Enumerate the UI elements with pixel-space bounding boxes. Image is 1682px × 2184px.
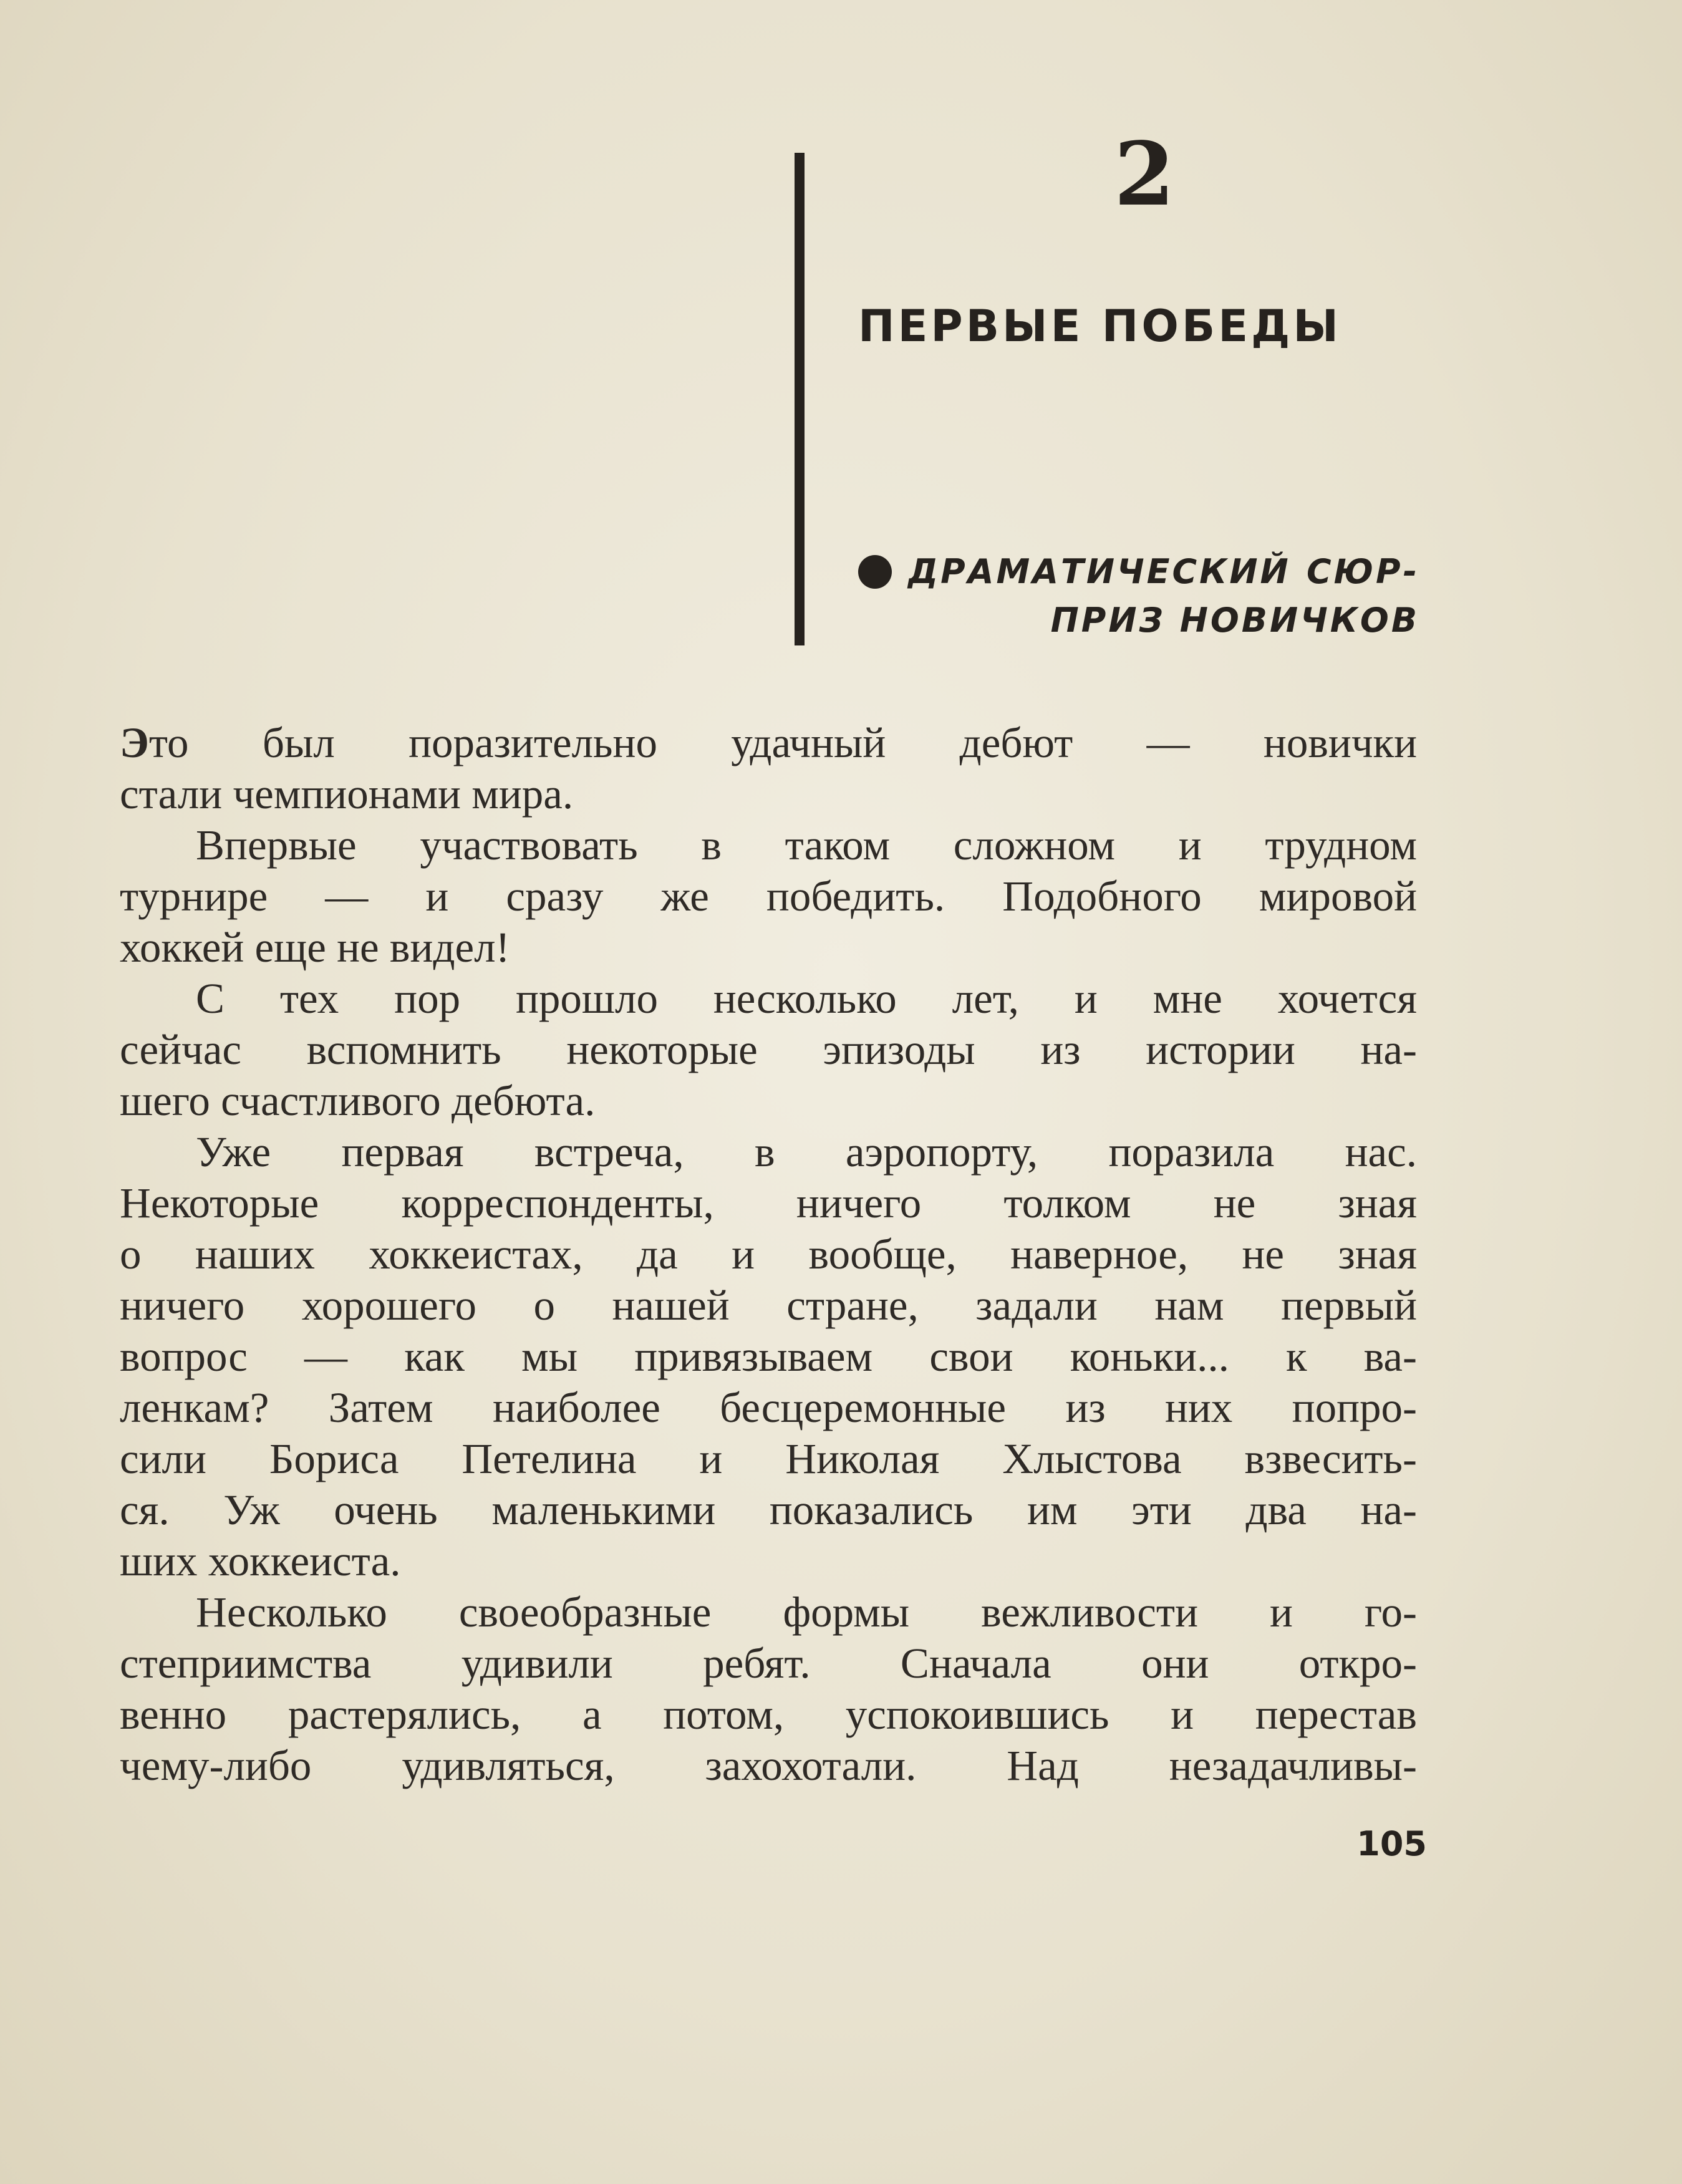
- text-line: Впервые участвовать в таком сложном и трудном: [196, 821, 1417, 869]
- text-line: вопрос — как мы привязываем свои коньки... к ва-: [120, 1333, 1417, 1380]
- page-number: 105: [1356, 1824, 1427, 1863]
- text-line: сейчас вспомнить некоторые эпизоды из истории на-: [120, 1026, 1417, 1073]
- subtitle-word: ДРАМАТИЧЕСКИЙ: [908, 552, 1291, 591]
- text-line: венно растерялись, а потом, успокоившись и перестав: [120, 1691, 1417, 1738]
- chapter-subtitle: [858, 548, 1419, 645]
- subtitle-line-1: [858, 548, 1419, 596]
- text-line: стали чемпионами мира.: [120, 770, 574, 818]
- text-line: ничего хорошего о нашей стране, задали нам первый: [120, 1282, 1417, 1329]
- chapter-number: 2: [1114, 123, 1175, 226]
- text-line: о наших хоккеистах, да и вообще, наверное, не зная: [120, 1230, 1417, 1278]
- drop-cap: Э: [120, 719, 149, 766]
- text-line: чему-либо удивляться, захохотали. Над незадачливы-: [120, 1742, 1417, 1789]
- text-line: турнире — и сразу же победить. Подобного мировой: [120, 872, 1417, 920]
- text-line: Некоторые корреспонденты, ничего толком не зная: [120, 1179, 1417, 1227]
- subtitle-word: СЮР-: [1306, 552, 1419, 591]
- text-line: сили Бориса Петелина и Николая Хлыстова взвесить-: [120, 1435, 1417, 1482]
- text-line: ся. Уж очень маленькими показались им эти два на-: [120, 1486, 1417, 1534]
- text-line: Несколько своеобразные формы вежливости и го-: [196, 1588, 1417, 1636]
- text-line: Уже первая встреча, в аэропорту, поразила нас.: [196, 1128, 1417, 1176]
- text-line: ших хоккеиста.: [120, 1537, 401, 1585]
- text-line: [120, 717, 1417, 768]
- text-line: хоккей еще не видел!: [120, 924, 510, 971]
- body-text: [120, 717, 1417, 1791]
- subtitle-line-2: ПРИЗ НОВИЧКОВ: [1050, 601, 1419, 640]
- text-line: степриимства удивили ребят. Сначала они откро-: [120, 1640, 1417, 1687]
- text-line: ленкам? Затем наиболее бесцеремонные из них попро-: [120, 1384, 1417, 1431]
- chapter-title: ПЕРВЫЕ ПОБЕДЫ: [858, 301, 1341, 352]
- text-line: С тех пор прошло несколько лет, и мне хочется: [196, 975, 1417, 1022]
- text-line: шего счастливого дебюта.: [120, 1077, 596, 1124]
- text-line-content: то был поразительно удачный дебют — новички: [148, 719, 1417, 766]
- bullet-icon: [858, 555, 892, 589]
- chapter-vertical-rule: [795, 153, 805, 645]
